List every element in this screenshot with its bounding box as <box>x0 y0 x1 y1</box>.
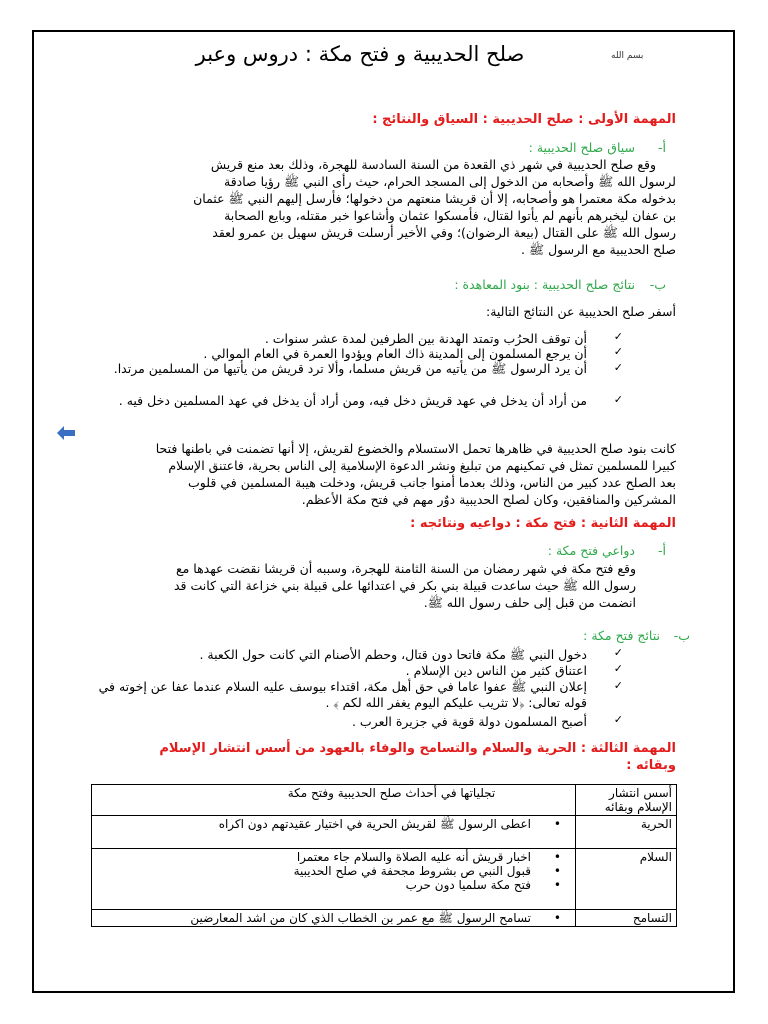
list-item-text: اعتناق كثير من الناس دين الإسلام . <box>405 663 587 678</box>
task2-a-title: دواعي فتح مكة : <box>547 543 635 558</box>
list-item <box>95 713 685 729</box>
list-item <box>95 345 685 361</box>
row-content <box>92 910 576 927</box>
bullet-item: • فتح مكة سلميا دون حرب <box>96 878 571 892</box>
paragraph-line: كبيرا للمسلمين تمثل في تمكينهم من تبليغ ونشر الدعوة الإسلامية إلى الناس بحرية، فاعتنق الإسلام <box>168 458 676 473</box>
row-content <box>92 816 576 849</box>
task1-heading: المهمة الأولى : صلح الحديبية : السياق والنتائج : <box>372 112 676 127</box>
paragraph-line: بن عفان ليخبرهم بأنهم لم يأتوا لقتال، فأمسكوا عثمان وأشاعوا خبر مقتله، وبايع الصحابة <box>224 208 676 223</box>
list-item-text: دخول النبي ﷺ مكة فاتحا دون قتال، وحطم الأصنام التي كانت حول الكعبة . <box>199 647 587 662</box>
row-label: التسامح <box>576 910 677 927</box>
list-item <box>95 393 685 425</box>
bullet-list <box>96 850 571 892</box>
list-item-text: أن يرجع المسلمون إلى المدينة ذاك العام ويؤدوا العمرة في العام الموالي . <box>203 346 587 361</box>
bullet-item: • اخبار قريش أنه عليه الصلاة والسلام جاء معتمرا <box>96 850 571 864</box>
table-row <box>92 910 677 927</box>
check-icon: ✓ <box>613 662 623 675</box>
paragraph-line: كانت بنود صلح الحديبية في ظاهرها تحمل الاستسلام والخضوع لقريش، إلا أنها تضمنت في باطنها فتحا <box>155 441 676 456</box>
paragraph-line: رسول الله ﷺ على القتال (بيعة الرضوان)؛ وفي الأخير أرسلت قريش سهيل بن عمرو لعقد <box>212 225 676 240</box>
task3-heading-line: وبقائه : <box>626 758 676 773</box>
check-icon: ✓ <box>613 646 623 659</box>
task1-summary <box>86 440 676 508</box>
task1-b-list <box>95 330 685 425</box>
row-content <box>92 849 576 910</box>
bullet-item: • تسامح الرسول ﷺ مع عمر بن الخطاب الذي كان من اشد المعارضين <box>96 911 571 925</box>
page-title: صلح الحديبية و فتح مكة : دروس وعبر <box>195 42 525 66</box>
list-item <box>95 662 685 679</box>
list-item-text: أصبح المسلمون دولة قوية في جزيرة العرب . <box>351 714 587 729</box>
paragraph-line: صلح الحديبية مع الرسول ﷺ . <box>521 242 676 257</box>
task1-b-title: نتائج صلح الحديبية : بنود المعاهدة : <box>454 277 635 292</box>
task1-a-marker: أ- <box>658 140 666 155</box>
list-item-text: أن توقف الحرُب وتمتد الهدنة بين الطرفين لمدة عشر سنوات . <box>264 331 587 346</box>
paragraph-line: وقع صلح الحديبية في شهر ذي القعدة من السنة السادسة للهجرة، وذلك بعد منع قريش <box>210 157 656 172</box>
paragraph-line: انضمت من قبل إلى حلف رسول الله ﷺ. <box>423 595 636 610</box>
list-item <box>95 361 685 393</box>
task2-b-marker: ب- <box>673 628 690 643</box>
paragraph-line: رسول الله ﷺ حيث ساعدت قبيلة بني بكر في اعتدائها على قبيلة بني خزاعة التي كانت قد <box>174 578 636 593</box>
task2-b-list <box>95 646 685 729</box>
bullet-item: • اعطى الرسول ﷺ لقريش الحرية في اختيار عقيدتهم دون اكراه <box>96 817 571 831</box>
list-item-text: أن يرد الرسول ﷺ من يأتيه من قريش مسلما، وألا ترد قريش من يأتيها من المسلمين مرتدا. <box>113 361 587 376</box>
table-header-cell: أسس انتشار الإسلام وبقائه <box>576 785 677 816</box>
check-icon: ✓ <box>613 393 623 406</box>
paragraph-line: بدخوله مكة معتمرا هو وأصحابه، إلا أن قريشا منعتهم من دخولها؛ فأرسل إليهم النبي ﷺ عثمان <box>193 191 676 206</box>
list-item <box>95 679 685 713</box>
check-icon: ✓ <box>613 345 623 358</box>
check-icon: ✓ <box>613 679 623 692</box>
task1-a-title: سياق صلح الحديبية : <box>528 140 635 155</box>
list-item-text: من أراد أن يدخل في عهد قريش دخل فيه، ومن أراد أن يدخل في عهد المسلمين دخل فيه . <box>118 393 587 408</box>
bullet-item: • قبول النبي ص بشروط مجحفة في صلح الحديبية <box>96 864 571 878</box>
table-header-row <box>92 785 677 816</box>
paragraph-line: بعد الصلح عدد كبير من الناس، وذلك بعدما أمنوا جانب قريش، ودخلت هيبة المسلمين في قلوب <box>188 475 676 490</box>
task2-a-paragraph <box>96 560 636 611</box>
basmala-seal: بسم الله <box>611 51 644 61</box>
list-item <box>95 646 685 662</box>
task3-heading-line: المهمة الثالثة : الحرية والسلام والتسامح والوفاء بالعهود من أسس انتشار الإسلام <box>159 741 676 756</box>
task2-heading: المهمة الثانية : فتح مكة : دواعيه ونتائجه : <box>410 516 676 531</box>
row-label: السلام <box>576 849 677 910</box>
task2-a-marker: أ- <box>658 543 666 558</box>
paragraph-line: وقع فتح مكة في شهر رمضان من السنة الثامنة للهجرة، وسببه أن قريشا نقضت عهدها مع <box>175 561 636 576</box>
paragraph-line: المشركين والمنافقين، وكان لصلح الحديبية دوٌر مهم في فتح مكة الأعظم. <box>301 492 676 507</box>
task1-a-paragraph <box>96 156 676 258</box>
table-row <box>92 816 677 849</box>
foundations-table <box>91 784 677 927</box>
bullet-list <box>96 817 571 831</box>
task1-b-marker: ب- <box>649 277 666 292</box>
row-label: الحرية <box>576 816 677 849</box>
arrow-left-icon[interactable] <box>57 426 75 440</box>
task1-b-intro: أسفر صلح الحديبية عن النتائج التالية: <box>485 304 676 319</box>
task2-b-title: نتائج فتح مكة : <box>583 628 660 643</box>
task3-heading <box>86 740 676 774</box>
list-item-text: إعلان النبي ﷺ عفوا عاما في حق أهل مكة، اقتداء بيوسف عليه السلام عندما عفا عن إخوته في قوله تعالى: ﴿لا تثريب عليكم اليوم يغفر الله لكم ﴾ . <box>98 679 587 710</box>
bullet-list <box>96 911 571 925</box>
check-icon: ✓ <box>613 361 623 374</box>
check-icon: ✓ <box>613 330 623 343</box>
table-header-cell: تجلياتها في أحداث صلح الحديبية وفتح مكة <box>92 785 576 816</box>
table-row <box>92 849 677 910</box>
paragraph-line: لرسول الله ﷺ وأصحابه من الدخول إلى المسجد الحرام، حيث رأى النبي ﷺ رؤيا صادقة <box>224 174 676 189</box>
list-item <box>95 330 685 345</box>
check-icon: ✓ <box>613 713 623 726</box>
